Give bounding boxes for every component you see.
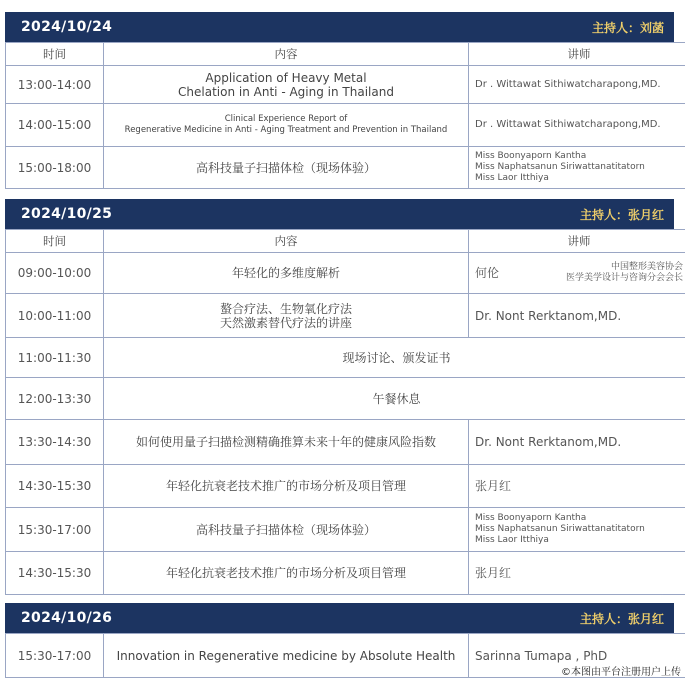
- header-content: 内容: [104, 43, 469, 66]
- row-time: 11:00-11:30: [6, 338, 104, 378]
- speaker-name: 何伦: [475, 266, 500, 280]
- row-time: 15:30-17:00: [6, 508, 104, 552]
- table-row: [6, 104, 685, 147]
- content-line: Application of Heavy Metal: [205, 70, 367, 85]
- day-date: 2024/10/26: [21, 610, 113, 626]
- row-time: 14:30-15:30: [6, 465, 104, 508]
- row-content: [104, 338, 685, 378]
- header-speaker: 讲师: [469, 230, 685, 253]
- row-speaker: [469, 147, 685, 189]
- content-line: Clinical Experience Report of: [224, 114, 348, 124]
- row-speaker: [469, 253, 685, 294]
- row-content: [104, 420, 469, 465]
- content-line: 年轻化的多维度解析: [231, 266, 340, 280]
- day-host: 主持人：张月红: [579, 207, 664, 222]
- row-content: [104, 634, 469, 678]
- row-speaker: [469, 508, 685, 552]
- row-content: [104, 253, 469, 294]
- speaker-line: 张月红: [475, 566, 512, 580]
- content-line: 螯合疗法、生物氧化疗法: [219, 301, 352, 316]
- row-content: [104, 378, 685, 420]
- row-time: 14:00-15:00: [6, 104, 104, 147]
- row-time: 12:00-13:30: [6, 378, 104, 420]
- speaker-line: Dr . Wittawat Sithiwatcharapong,MD.: [475, 78, 661, 90]
- day-host: 主持人：刘菡: [591, 20, 664, 35]
- speaker-org-line: 医学美学设计与咨询分会会长: [565, 273, 683, 283]
- content-line: 年轻化抗衰老技术推广的市场分析及项目管理: [165, 479, 406, 493]
- speaker-line: Sarinna Tumapa , PhD: [475, 648, 608, 663]
- speaker-line: Miss Naphatsanun Siriwattanatitatorn: [475, 162, 645, 172]
- day-host: 主持人：张月红: [579, 611, 664, 626]
- speaker-line: Miss Boonyaporn Kantha: [475, 151, 587, 161]
- speaker-line: Miss Laor Itthiya: [475, 535, 549, 545]
- content-line: Regenerative Medicine in Anti - Aging Treatment and Prevention in Thailand: [124, 125, 448, 135]
- table-row: [6, 253, 685, 294]
- header-speaker: 讲师: [469, 43, 685, 66]
- speaker-line: Miss Boonyaporn Kantha: [475, 513, 587, 523]
- schedule-table: [5, 229, 685, 595]
- row-content: [104, 294, 469, 338]
- speaker-org: [566, 262, 683, 284]
- table-row: [6, 508, 685, 552]
- content-line: 年轻化抗衰老技术推广的市场分析及项目管理: [165, 566, 406, 580]
- row-time: 14:30-15:30: [6, 552, 104, 595]
- speaker-line: Miss Laor Itthiya: [475, 173, 549, 183]
- table-row: [6, 420, 685, 465]
- speaker-line: 张月红: [475, 479, 512, 493]
- content-line: 现场讨论、颁发证书: [342, 350, 451, 365]
- header-time: 时间: [6, 43, 104, 66]
- upload-watermark: ©本图由平台注册用户上传: [561, 667, 681, 678]
- content-line: 如何使用量子扫描检测精确推算未来十年的健康风险指数: [135, 435, 436, 449]
- row-speaker: [469, 104, 685, 147]
- table-row: [6, 552, 685, 595]
- content-line: 高科技量子扫描体检（现场体验）: [195, 160, 376, 175]
- day-header: [5, 603, 674, 633]
- schedule-table: [5, 42, 685, 189]
- day-header: [5, 199, 674, 229]
- day-section-1: [5, 12, 674, 189]
- speaker-line: Miss Naphatsanun Siriwattanatitatorn: [475, 524, 645, 534]
- row-speaker: [469, 552, 685, 595]
- header-time: 时间: [6, 230, 104, 253]
- row-speaker: [469, 420, 685, 465]
- row-content: [104, 66, 469, 104]
- table-row: [6, 294, 685, 338]
- row-time: 09:00-10:00: [6, 253, 104, 294]
- day-section-2: [5, 199, 683, 595]
- table-header-row: [6, 43, 685, 66]
- speaker-line: Dr . Wittawat Sithiwatcharapong,MD.: [475, 119, 661, 130]
- content-line: 午餐休息: [372, 391, 421, 406]
- speaker-line: Dr. Nont Rerktanom,MD.: [475, 435, 622, 449]
- speaker-org-line: 中国整形美容协会: [610, 262, 683, 272]
- content-line: Innovation in Regenerative medicine by Absolute Health: [116, 648, 456, 663]
- table-row: [6, 66, 685, 104]
- day-date: 2024/10/24: [21, 19, 113, 35]
- row-time: 13:00-14:00: [6, 66, 104, 104]
- header-content: 内容: [104, 230, 469, 253]
- row-time: 10:00-11:00: [6, 294, 104, 338]
- day-header: [5, 12, 674, 42]
- content-line: 高科技量子扫描体检（现场体验）: [195, 522, 376, 537]
- row-content: [104, 552, 469, 595]
- row-time: 15:30-17:00: [6, 634, 104, 678]
- table-row: [6, 338, 685, 378]
- row-content: [104, 104, 469, 147]
- content-line: Chelation in Anti - Aging in Thailand: [178, 84, 394, 99]
- day-date: 2024/10/25: [21, 206, 113, 222]
- table-row: [6, 465, 685, 508]
- table-row: [6, 378, 685, 420]
- content-line: 天然激素替代疗法的讲座: [219, 315, 352, 330]
- row-speaker: [469, 294, 685, 338]
- speaker-line: Dr. Nont Rerktanom,MD.: [475, 308, 622, 323]
- table-header-row: [6, 230, 685, 253]
- speaker-block: [475, 262, 683, 284]
- row-time: 15:00-18:00: [6, 147, 104, 189]
- row-content: [104, 147, 469, 189]
- row-time: 13:30-14:30: [6, 420, 104, 465]
- row-content: [104, 465, 469, 508]
- row-content: [104, 508, 469, 552]
- table-row: [6, 147, 685, 189]
- row-speaker: [469, 66, 685, 104]
- row-speaker: [469, 465, 685, 508]
